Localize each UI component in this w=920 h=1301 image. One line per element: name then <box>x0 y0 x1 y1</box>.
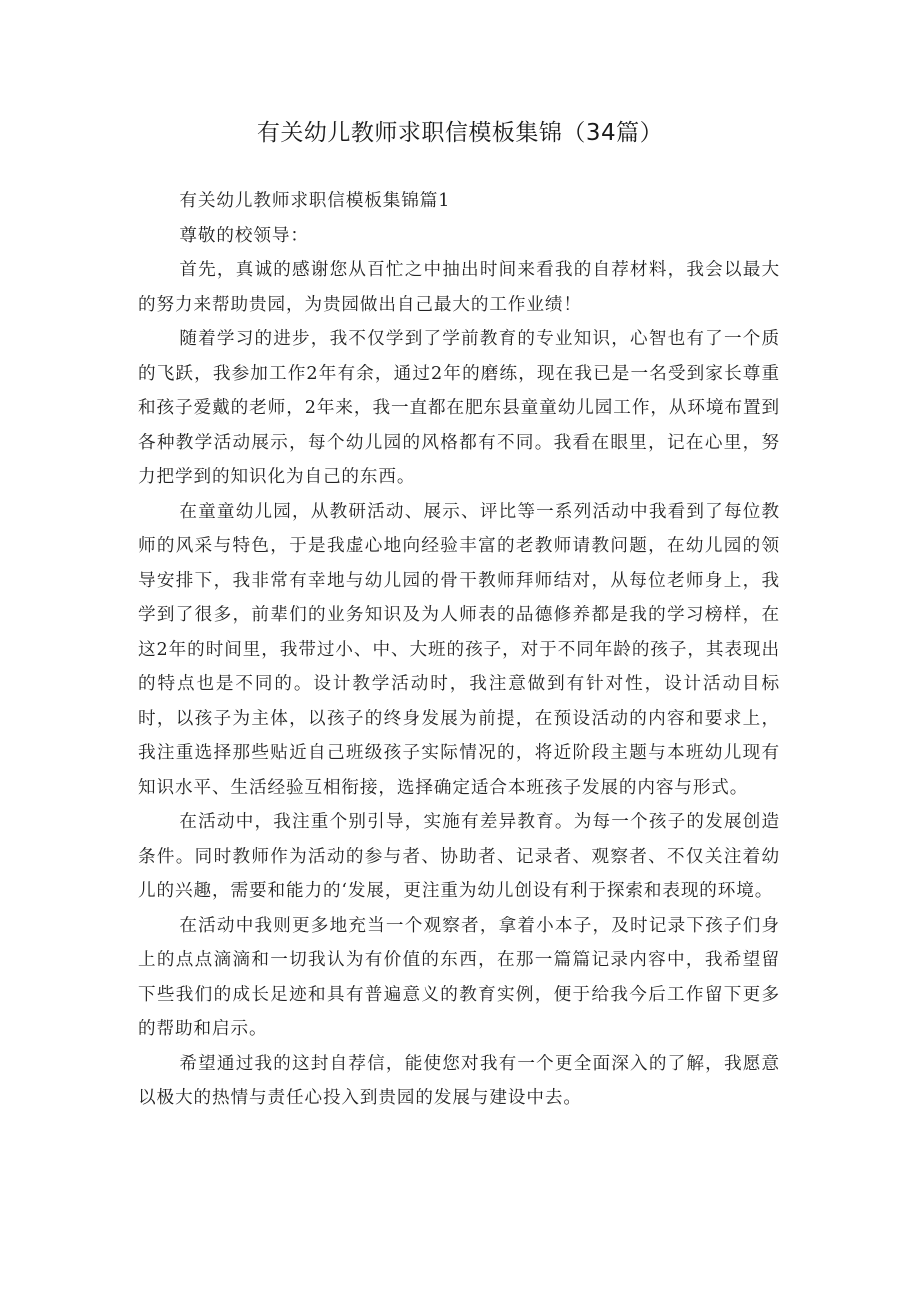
body-paragraph: 在童童幼儿园，从教研活动、展示、评比等一系列活动中我看到了每位教师的风采与特色，于是我虚心地向经验丰富的老教师请教问题，在幼儿园的领导安排下，我非常有幸地与幼儿园的骨干教师拜师结对，从每位老师身上，我学到了很多，前辈们的业务知识及为人师表的品德修养都是我的学习榜样，在这2年的时间里，我带过小、中、大班的孩子，对于不同年龄的孩子，其表现出的特点也是不同的。设计教学活动时，我注意做到有针对性，设计活动目标时，以孩子为主体，以孩子的终身发展为前提，在预设活动的内容和要求上，我注重选择那些贴近自己班级孩子实际情况的，将近阶段主题与本班幼儿现有知识水平、生活经验互相衔接，选择确定适合本班孩子发展的内容与形式。 <box>138 501 780 798</box>
document-body <box>138 184 780 1116</box>
section-heading: 有关幼儿教师求职信模板集锦篇1 <box>179 191 451 211</box>
body-paragraph: 首先，真诚的感谢您从百忙之中抽出时间来看我的自荐材料，我会以最大的努力来帮助贵园，为贵园做出自己最大的工作业绩！ <box>138 260 780 315</box>
salutation: 尊敬的校领导： <box>179 225 309 246</box>
document-title: 有关幼儿教师求职信模板集锦（34篇） <box>256 120 664 146</box>
body-paragraph: 在活动中，我注重个别引导，实施有差异教育。为每一个孩子的发展创造条件。同时教师作为活动的参与者、协助者、记录者、观察者、不仅关注着幼儿的兴趣，需要和能力的‘发展，更注重为幼儿创设有利于探索和表现的环境。 <box>138 812 780 901</box>
body-paragraph: 随着学习的进步，我不仅学到了学前教育的专业知识，心智也有了一个质的飞跃，我参加工作2年有余，通过2年的磨练，现在我已是一名受到家长尊重和孩子爱戴的老师，2年来，我一直都在肥东县童童幼儿园工作，从环境布置到各种教学活动展示，每个幼儿园的风格都有不同。我看在眼里，记在心里，努力把学到的知识化为自己的东西。 <box>138 329 780 487</box>
body-paragraph: 希望通过我的这封自荐信，能使您对我有一个更全面深入的了解，我愿意以极大的热情与责任心投入到贵园的发展与建设中去。 <box>138 1053 780 1108</box>
body-paragraph: 在活动中我则更多地充当一个观察者，拿着小本子，及时记录下孩子们身上的点点滴滴和一切我认为有价值的东西，在那一篇篇记录内容中，我希望留下些我们的成长足迹和具有普遍意义的教育实例，便于给我今后工作留下更多的帮助和启示。 <box>138 915 780 1039</box>
